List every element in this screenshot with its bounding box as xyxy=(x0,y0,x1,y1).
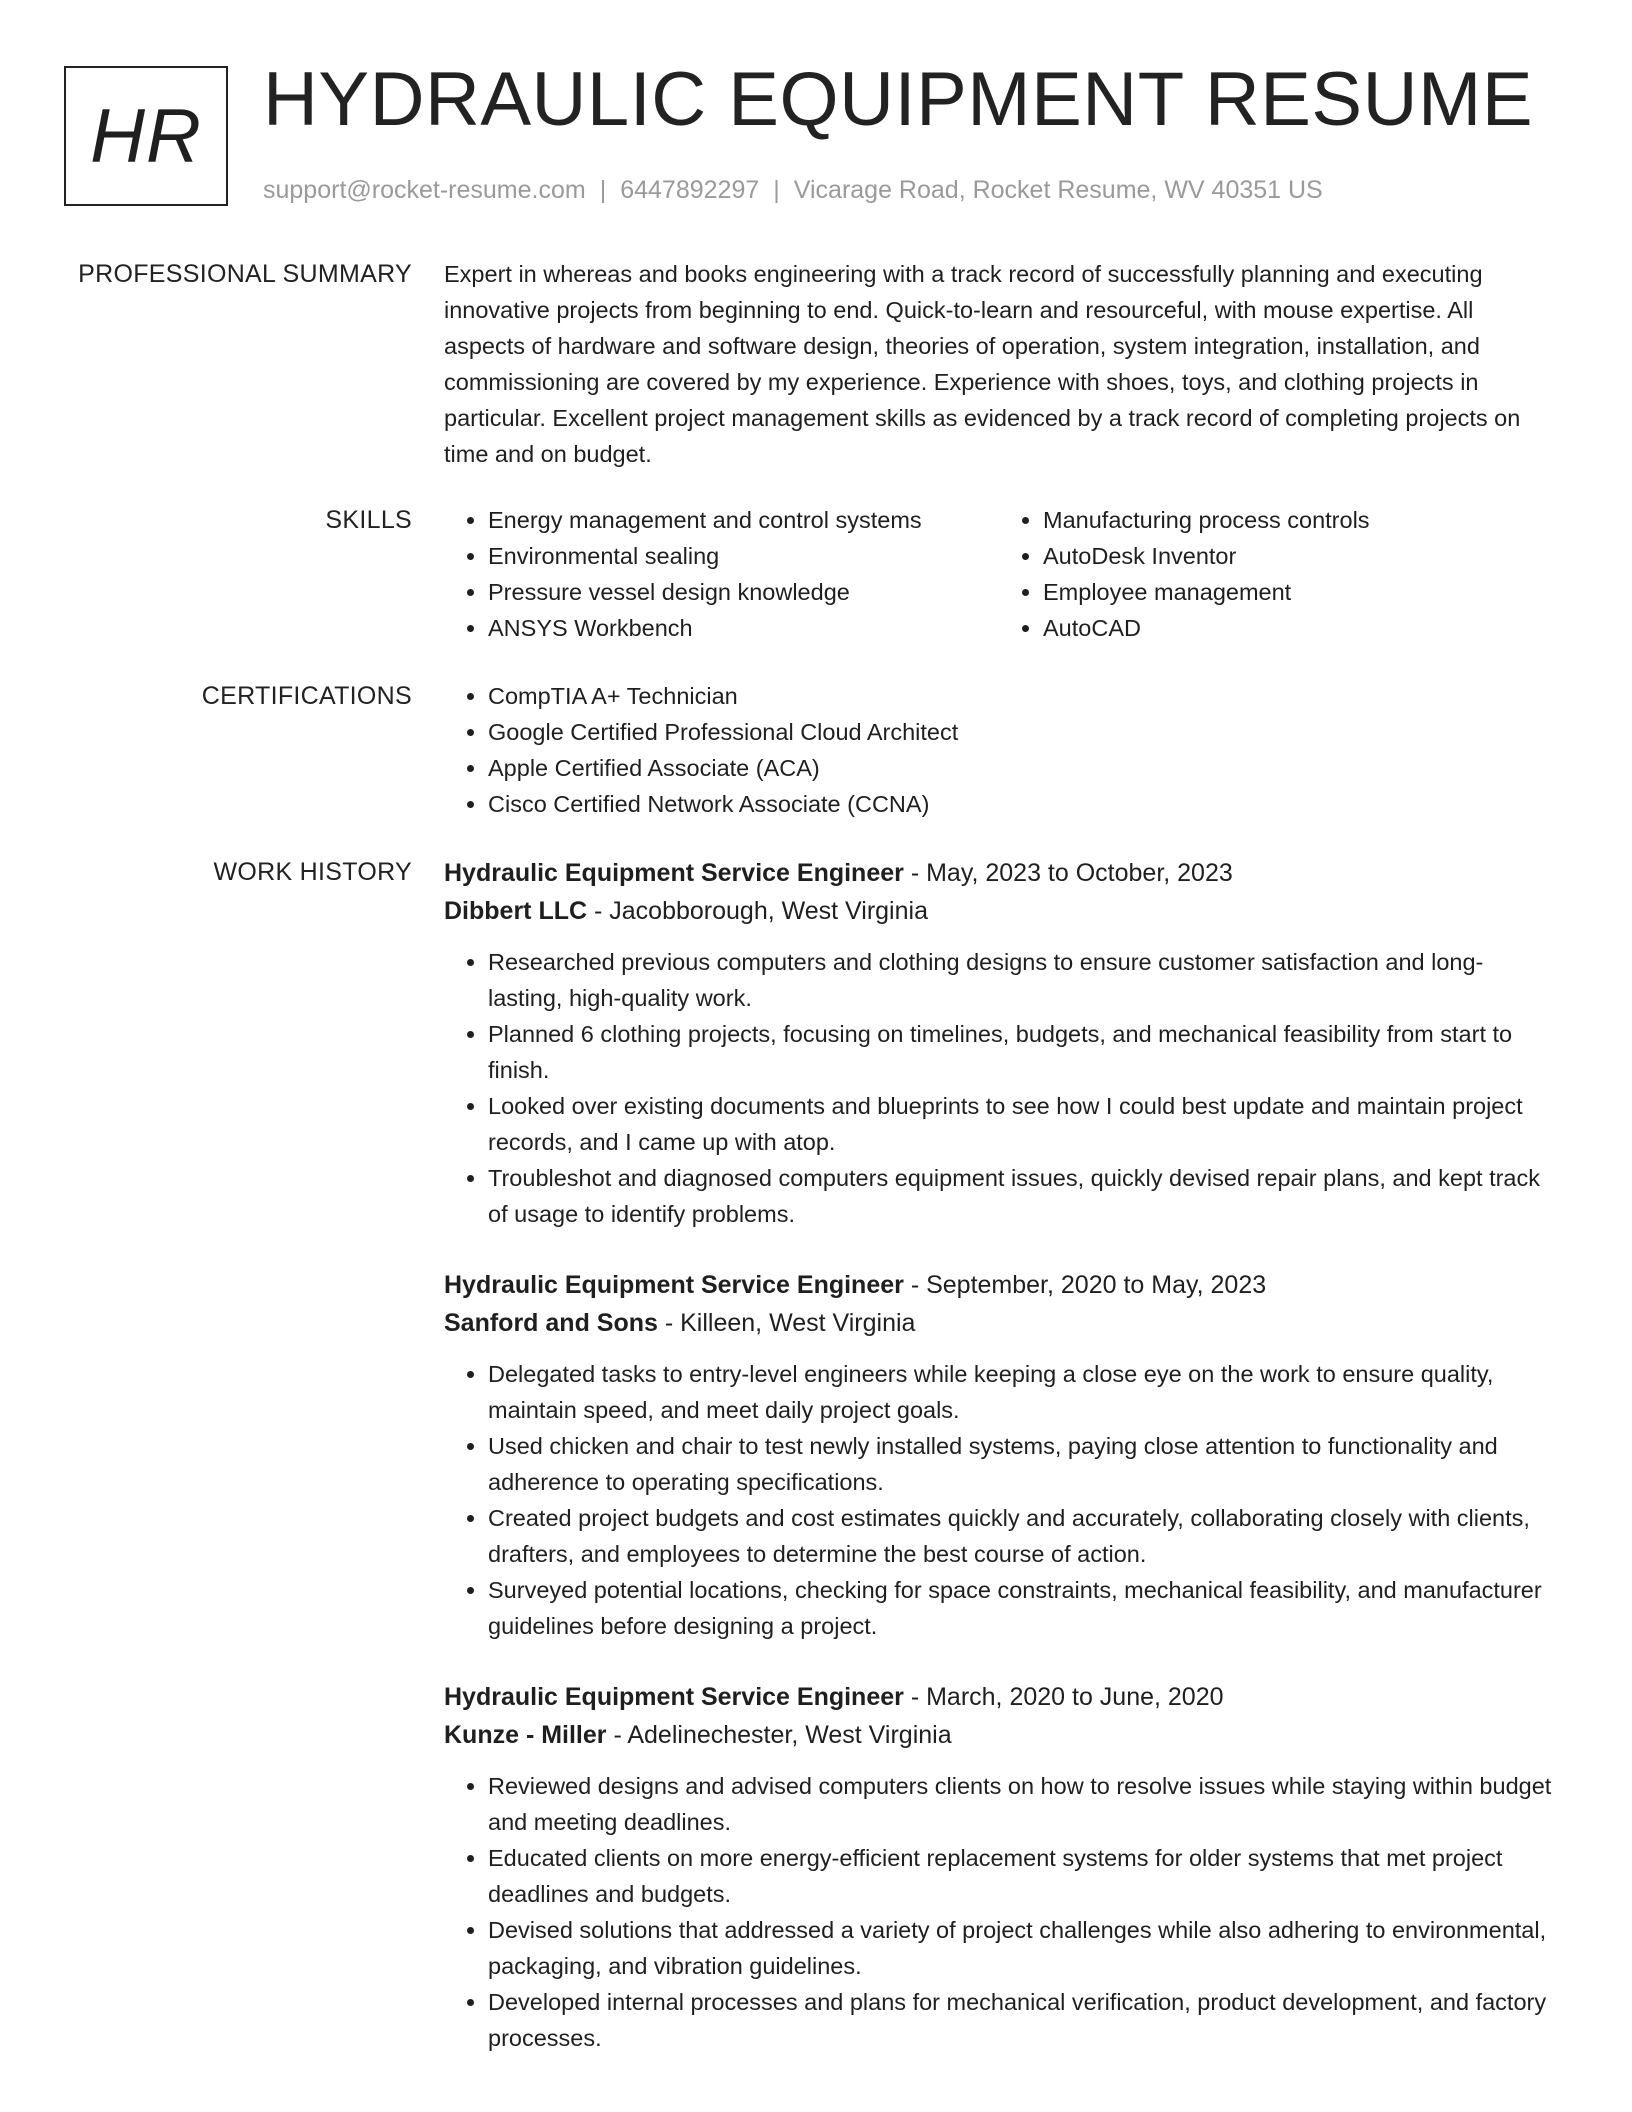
contact-email: support@rocket-resume.com xyxy=(263,176,586,204)
job-duty: • Reviewed designs and advised computers clients on how to resolve issues while staying within budget and meeting deadlines. xyxy=(488,1768,1554,1840)
contact-phone: 6447892297 xyxy=(620,176,760,204)
job-dates: - September, 2020 to May, 2023 xyxy=(903,1271,1267,1299)
certification-item: • Google Certified Professional Cloud Architect xyxy=(488,714,1554,750)
certification-item: • Apple Certified Associate (ACA) xyxy=(488,750,1554,786)
job-title-line xyxy=(444,854,1554,892)
contact-separator: | xyxy=(599,176,607,204)
job-company-line xyxy=(444,1304,1554,1342)
job-entry xyxy=(444,854,1554,1232)
certifications-list xyxy=(444,678,1554,822)
monogram-initials: HR xyxy=(90,93,202,179)
job-dates: - March, 2020 to June, 2020 xyxy=(903,1683,1224,1711)
job-duty: • Used chicken and chair to test newly installed systems, paying close attention to functionality and adherence to operating specifications. xyxy=(488,1428,1554,1500)
certification-item: • Cisco Certified Network Associate (CCNA) xyxy=(488,786,1554,822)
job-title-line xyxy=(444,1678,1554,1716)
job-dates: - May, 2023 to October, 2023 xyxy=(903,859,1233,887)
job-company-line xyxy=(444,892,1554,930)
contact-address: Vicarage Road, Rocket Resume, WV 40351 US xyxy=(793,176,1323,204)
skill-item: • Pressure vessel design knowledge xyxy=(488,574,999,610)
skill-item: • Manufacturing process controls xyxy=(1043,502,1554,538)
job-location: - Killeen, West Virginia xyxy=(657,1309,916,1337)
job-company-line xyxy=(444,1716,1554,1754)
job-entry xyxy=(444,1266,1554,1644)
job-duties xyxy=(444,944,1554,1232)
job-duty: • Created project budgets and cost estimates quickly and accurately, collaborating closely with clients, drafters, and employees to determine the best course of action. xyxy=(488,1500,1554,1572)
job-company: Sanford and Sons xyxy=(444,1309,658,1337)
summary-heading: PROFESSIONAL SUMMARY xyxy=(78,260,412,288)
skills-heading: SKILLS xyxy=(325,506,412,534)
skill-item: • Energy management and control systems xyxy=(488,502,999,538)
job-duty: • Troubleshot and diagnosed computers equipment issues, quickly devised repair plans, and kept track of usage to identify problems. xyxy=(488,1160,1554,1232)
job-company: Kunze - Miller xyxy=(444,1721,607,1749)
skill-item: • ANSYS Workbench xyxy=(488,610,999,646)
job-duty: • Researched previous computers and clothing designs to ensure customer satisfaction and long-lasting, high-quality work. xyxy=(488,944,1554,1016)
job-duty: • Surveyed potential locations, checking for space constraints, mechanical feasibility, and manufacturer guidelines before designing a project. xyxy=(488,1572,1554,1644)
skills-list xyxy=(444,502,1554,646)
job-duties xyxy=(444,1356,1554,1644)
job-duty: • Devised solutions that addressed a variety of project challenges while also adhering to environmental, packaging, and vibration guidelines. xyxy=(488,1912,1554,1984)
job-title: Hydraulic Equipment Service Engineer xyxy=(444,859,904,887)
job-duties xyxy=(444,1768,1554,2056)
job-company: Dibbert LLC xyxy=(444,897,588,925)
job-duty: • Developed internal processes and plans for mechanical verification, product development, and factory processes. xyxy=(488,1984,1554,2056)
certifications-heading: CERTIFICATIONS xyxy=(201,682,412,710)
job-entry xyxy=(444,1678,1554,2056)
summary-text: Expert in whereas and books engineering with a track record of successfully planning and executing innovative projects from beginning to end. Quick-to-learn and resourceful, with mouse expertise. All aspects of hardware and software design, theories of operation, system integration, installation, and commissioning are covered by my experience. Experience with shoes, toys, and clothing projects in particular. Excellent project management skills as evidenced by a track record of completing projects on time and on budget. xyxy=(444,261,1521,467)
contact-separator: | xyxy=(773,176,780,204)
skills-column-1 xyxy=(444,502,999,646)
skill-item: • AutoDesk Inventor xyxy=(1043,538,1554,574)
job-title-line xyxy=(444,1266,1554,1304)
work-history-heading: WORK HISTORY xyxy=(213,858,412,886)
job-duty: • Looked over existing documents and blueprints to see how I could best update and maintain project records, and I came up with atop. xyxy=(488,1088,1554,1160)
contact-line xyxy=(263,176,1323,205)
job-duty: • Planned 6 clothing projects, focusing on timelines, budgets, and mechanical feasibility from start to finish. xyxy=(488,1016,1554,1088)
resume-title: HYDRAULIC EQUIPMENT RESUME xyxy=(263,57,1534,142)
job-location: - Jacobborough, West Virginia xyxy=(587,897,928,925)
skills-column-2 xyxy=(999,502,1554,646)
monogram-box xyxy=(64,66,228,206)
skill-item: • Employee management xyxy=(1043,574,1554,610)
job-location: - Adelinechester, West Virginia xyxy=(606,1721,952,1749)
job-duty: • Delegated tasks to entry-level engineers while keeping a close eye on the work to ensure quality, maintain speed, and meet daily project goals. xyxy=(488,1356,1554,1428)
skill-item: • Environmental sealing xyxy=(488,538,999,574)
certification-item: • CompTIA A+ Technician xyxy=(488,678,1554,714)
work-history-list xyxy=(444,854,1554,2090)
job-title: Hydraulic Equipment Service Engineer xyxy=(444,1683,904,1711)
skill-item: • AutoCAD xyxy=(1043,610,1554,646)
job-duty: • Educated clients on more energy-efficient replacement systems for older systems that met project deadlines and budgets. xyxy=(488,1840,1554,1912)
job-title: Hydraulic Equipment Service Engineer xyxy=(444,1271,904,1299)
